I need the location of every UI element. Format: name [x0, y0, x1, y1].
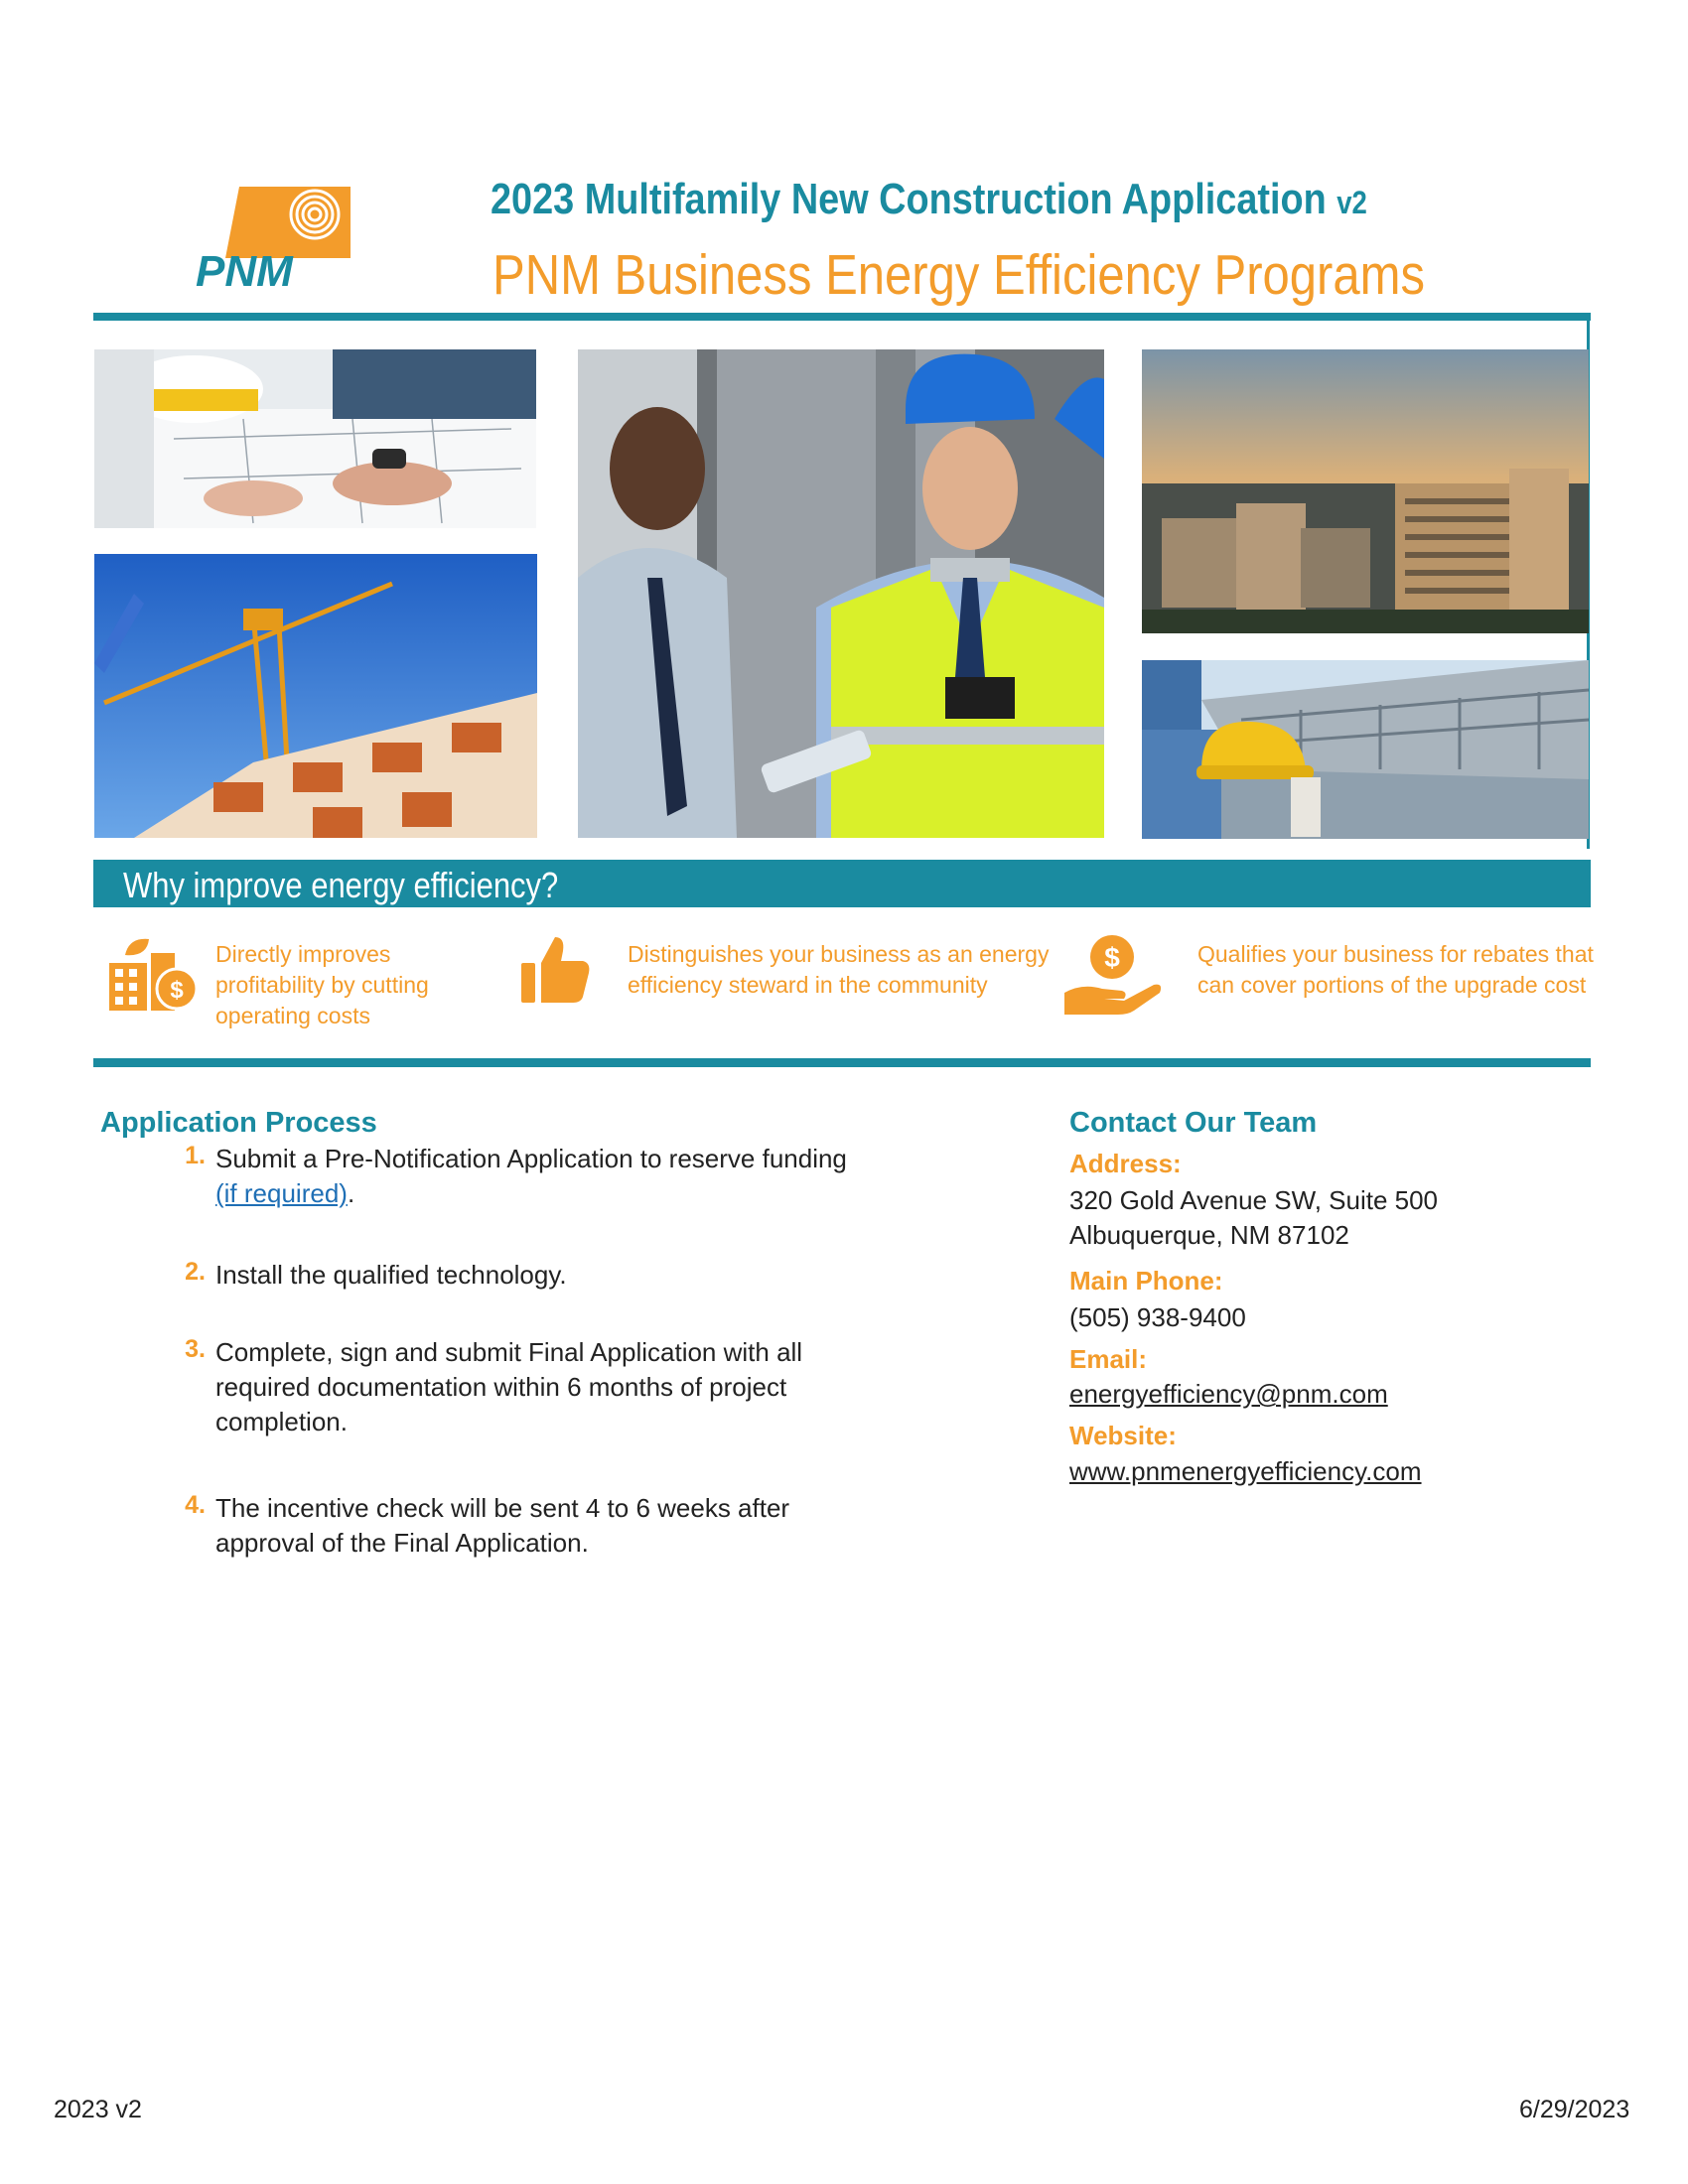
document-subtitle: PNM Business Energy Efficiency Programs: [492, 243, 1425, 307]
step-4-text: The incentive check will be sent 4 to 6 weeks after approval of the Final Application.: [215, 1493, 790, 1558]
step-number: 3.: [185, 1335, 206, 1363]
address-line-1: 320 Gold Avenue SW, Suite 500: [1069, 1185, 1439, 1215]
step-3-text: Complete, sign and submit Final Application with all required documentation within 6 months of project completion.: [215, 1337, 803, 1436]
svg-text:$: $: [170, 977, 184, 1004]
footer-version: 2023 v2: [54, 2096, 142, 2123]
step-1-text: [215, 1142, 930, 1211]
benefit-rebates: Qualifies your business for rebates that can cover portions of the upgrade cost: [1197, 941, 1594, 998]
photo-city-skyline: [1142, 349, 1589, 633]
logo-text: PNM: [196, 247, 293, 294]
svg-text:$: $: [1104, 942, 1120, 973]
email-link[interactable]: energyefficiency@pnm.com: [1069, 1379, 1388, 1409]
banner-title: Why improve energy efficiency?: [123, 865, 559, 905]
building-money-icon: [107, 935, 199, 1013]
phone-label: Main Phone:: [1069, 1266, 1223, 1296]
document-title: [491, 175, 1367, 224]
benefit-steward: Distinguishes your business as an energy efficiency steward in the community: [628, 941, 1050, 998]
thumbs-up-icon: [521, 933, 591, 1005]
step-number: 4.: [185, 1491, 206, 1519]
step-number: 1.: [185, 1142, 206, 1169]
photo-crane-building: [94, 554, 537, 838]
contact-heading: Contact Our Team: [1069, 1107, 1318, 1139]
footer-date: 6/29/2023: [1519, 2096, 1630, 2123]
photo-workers-discussion: [578, 349, 1104, 838]
application-process-heading: Application Process: [100, 1107, 377, 1139]
benefit-profitability: Directly improves profitability by cutting operating costs: [215, 941, 429, 1028]
address-label: Address:: [1069, 1149, 1182, 1178]
title-text: 2023 Multifamily New Construction Application: [491, 175, 1327, 223]
phone-number: (505) 938-9400: [1069, 1302, 1246, 1332]
step-1-period: .: [347, 1178, 355, 1208]
if-required-link[interactable]: (if required): [215, 1178, 348, 1208]
header-divider: [93, 313, 1591, 321]
step-1-body: Submit a Pre-Notification Application to reserve funding: [215, 1144, 847, 1173]
email-label: Email:: [1069, 1344, 1148, 1374]
website-link[interactable]: www.pnmenergyefficiency.com: [1069, 1456, 1422, 1486]
pnm-logo: [194, 187, 352, 294]
step-2-text: Install the qualified technology.: [215, 1260, 567, 1290]
hand-coin-icon: [1062, 931, 1166, 1017]
address-line-2: Albuquerque, NM 87102: [1069, 1220, 1349, 1250]
step-number: 2.: [185, 1258, 206, 1286]
title-version: v2: [1336, 185, 1367, 220]
benefits-divider: [93, 1058, 1591, 1067]
photo-hardhat-site: [1142, 660, 1589, 839]
photo-blueprint-hardhat: [94, 349, 536, 528]
website-label: Website:: [1069, 1421, 1177, 1450]
